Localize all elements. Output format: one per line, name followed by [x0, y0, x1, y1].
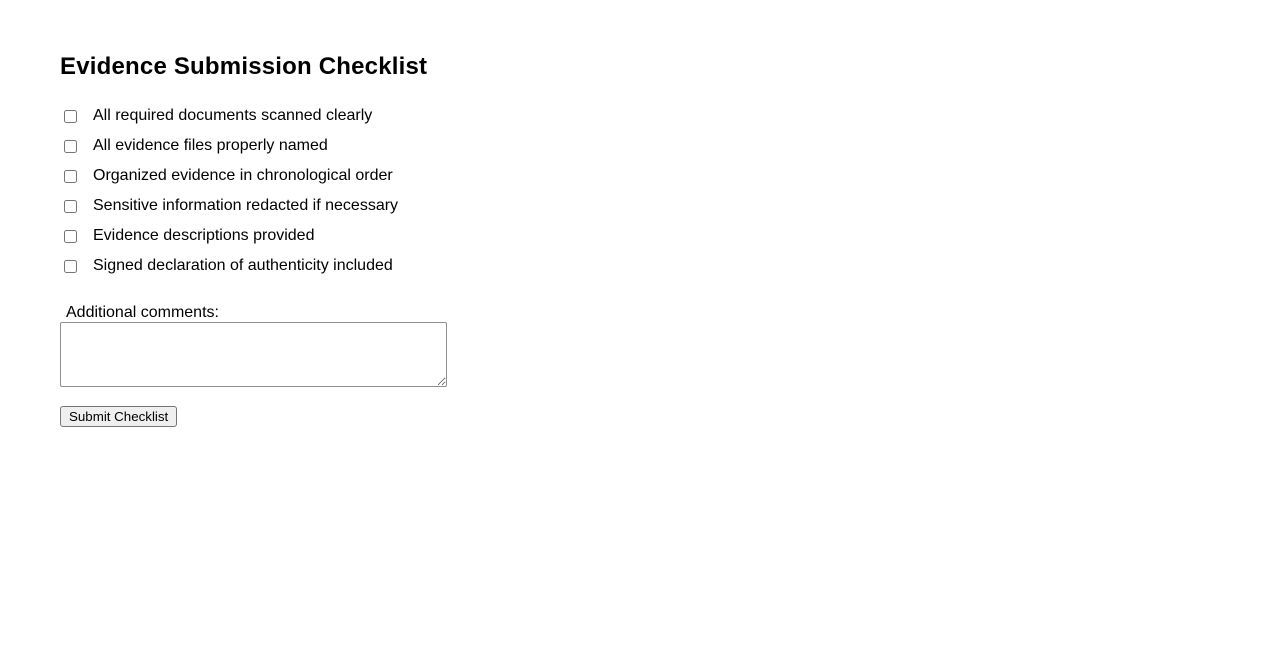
checklist-item [60, 227, 1278, 245]
comments-section [60, 304, 1278, 387]
checklist-item [60, 197, 1278, 215]
checkbox-signed-declaration[interactable] [64, 260, 77, 273]
submit-checklist-button[interactable]: Submit Checklist [60, 406, 177, 427]
checkbox-chronological-order[interactable] [64, 170, 77, 183]
checklist-item-label: All required documents scanned clearly [93, 107, 373, 124]
additional-comments-label: Additional comments: [66, 304, 219, 321]
checkbox-documents-scanned[interactable] [64, 110, 77, 123]
checklist-item [60, 137, 1278, 155]
checklist-item-label: Evidence descriptions provided [93, 227, 315, 244]
checkbox-sensitive-redacted[interactable] [64, 200, 77, 213]
checklist-item [60, 107, 1278, 125]
checklist-item-label: Sensitive information redacted if necessary [93, 197, 399, 214]
checklist-item-label: Organized evidence in chronological order [93, 167, 393, 184]
checklist-item-label: All evidence files properly named [93, 137, 328, 154]
checkbox-descriptions-provided[interactable] [64, 230, 77, 243]
checklist-item [60, 257, 1278, 275]
page-title: Evidence Submission Checklist [60, 53, 428, 80]
checkbox-files-named[interactable] [64, 140, 77, 153]
checklist-item [60, 167, 1278, 185]
checklist-item-label: Signed declaration of authenticity included [93, 257, 393, 274]
form-container [0, 53, 1278, 427]
additional-comments-textarea[interactable] [60, 322, 447, 387]
